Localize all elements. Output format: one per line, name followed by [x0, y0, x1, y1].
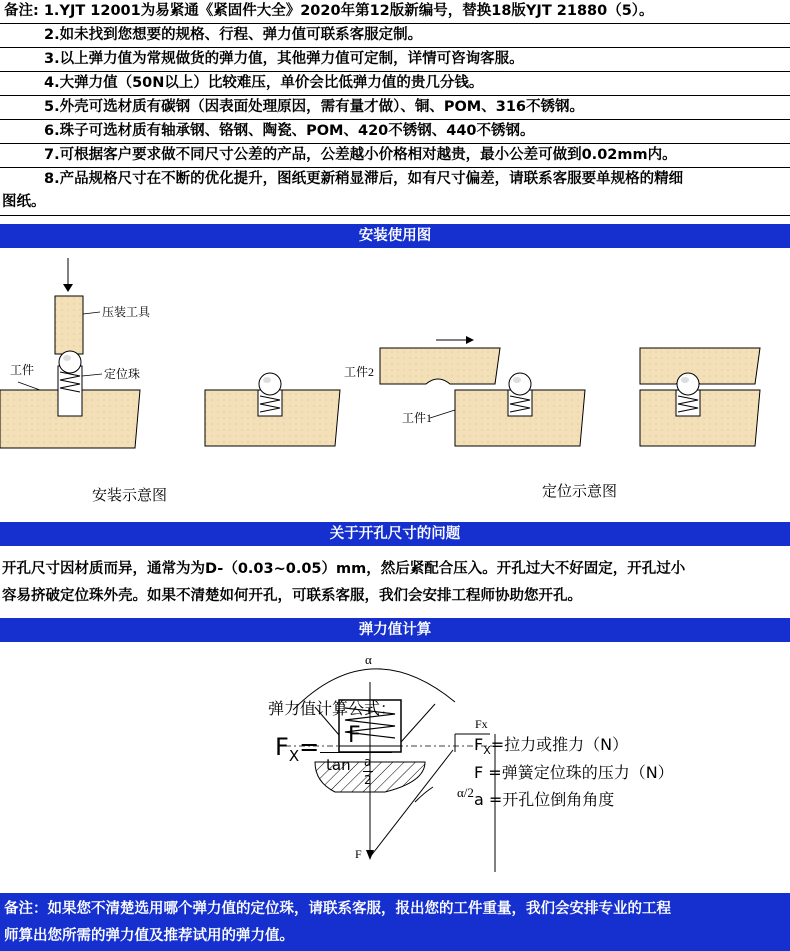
notes-list — [0, 0, 790, 216]
note-2: 2.如未找到您想要的规格、行程、弹力值可联系客服定制。 — [0, 24, 790, 48]
workpiece-label: 工件 — [10, 363, 35, 377]
workpiece2-label: 工件2 — [344, 365, 375, 379]
note-1: 备注: 1.YJT 12001为易紧通《紧固件大全》2020年第12版新编号，替换18版YJT 21880（5）。 — [0, 0, 790, 24]
def-a: a =开孔位倒角角度 — [474, 790, 615, 809]
formula-den-tan: tan — [326, 756, 351, 774]
note-3: 3.以上弹力值为常规做货的弹力值，其他弹力值可定制，详情可咨询客服。 — [0, 48, 790, 72]
def-fx-f: F — [474, 735, 484, 754]
def-fx-sub: X — [483, 744, 491, 758]
note-7: 7.可根据客户要求做不同尺寸公差的产品，公差越小价格相对越贵，最小公差可做到0.02mm内。 — [0, 144, 790, 168]
f-label: F — [355, 847, 362, 861]
alpha-label: α — [365, 652, 372, 667]
note-8-line1: 8.产品规格尺寸在不断的优化提升，图纸更新稍显滞后，如有尺寸偏差，请联系客服要单规格的精细 — [44, 171, 684, 187]
hole-text — [0, 554, 790, 610]
formula-label: 弹力值计算公式： — [268, 699, 397, 718]
caption-position: 定位示意图 — [542, 484, 618, 500]
footer-line2: 师算出您所需的弹力值及推荐试用的弹力值。 — [4, 928, 294, 944]
def-fx — [474, 732, 628, 757]
formula-lhs-sub: X — [288, 746, 300, 765]
formula-eq: = — [299, 733, 320, 761]
def-f: F =弹簧定位珠的压力（N） — [474, 763, 674, 782]
hole-text-line2: 容易挤破定位珠外壳。如果不清楚如何开孔，可联系客服，我们会安排工程师协助您开孔。 — [2, 588, 582, 604]
press-tool-label: 压装工具 — [102, 305, 151, 319]
half-alpha-label: α/2 — [457, 785, 474, 800]
plunger-label: 定位珠 — [104, 367, 141, 381]
formula-den-2: 2 — [364, 773, 372, 787]
workpiece2-shape — [380, 348, 500, 384]
note-6: 6.珠子可选材质有轴承钢、铬钢、陶瓷、POM、420不锈钢、440不锈钢。 — [0, 120, 790, 144]
fx-label: Fx — [475, 717, 488, 731]
workpiece1-label: 工件1 — [402, 411, 433, 425]
section-hole-title: 关于开孔尺寸的问题 — [0, 522, 790, 546]
press-tool-shape — [55, 296, 83, 354]
formula-numerator: F — [348, 723, 361, 748]
note-8-line2: 图纸。 — [2, 194, 46, 210]
note-8 — [0, 168, 790, 216]
note-4: 4.大弹力值（50N以上）比较难压，单价会比低弹力值的贵几分钱。 — [0, 72, 790, 96]
hole-text-line1: 开孔尺寸因材质而异，通常为为D-（0.03~0.05）mm，然后紧配合压入。开孔过大不好固定，开孔过小 — [2, 561, 686, 577]
footer-line1: 备注：如果您不清楚选用哪个弹力值的定位珠，请联系客服，报出您的工件重量，我们会安排专业的工程 — [4, 901, 671, 917]
section-force-title: 弹力值计算 — [0, 618, 790, 642]
section-install-title: 安装使用图 — [0, 224, 790, 248]
def-fx-text: =拉力或推力（N） — [490, 735, 629, 754]
formula-lhs — [275, 733, 319, 765]
caption-install: 安装示意图 — [92, 488, 168, 504]
footer-note — [0, 893, 790, 951]
formula-mini-line — [363, 771, 373, 772]
formula-lhs-f: F — [275, 733, 289, 761]
formula-fraction-line — [320, 752, 392, 753]
note-5: 5.外壳可选材质有碳钢（因表面处理原因，需有量才做）、铜、POM、316不锈钢。 — [0, 96, 790, 120]
formula-den-a: a — [364, 755, 372, 769]
install-diagram — [0, 248, 790, 520]
